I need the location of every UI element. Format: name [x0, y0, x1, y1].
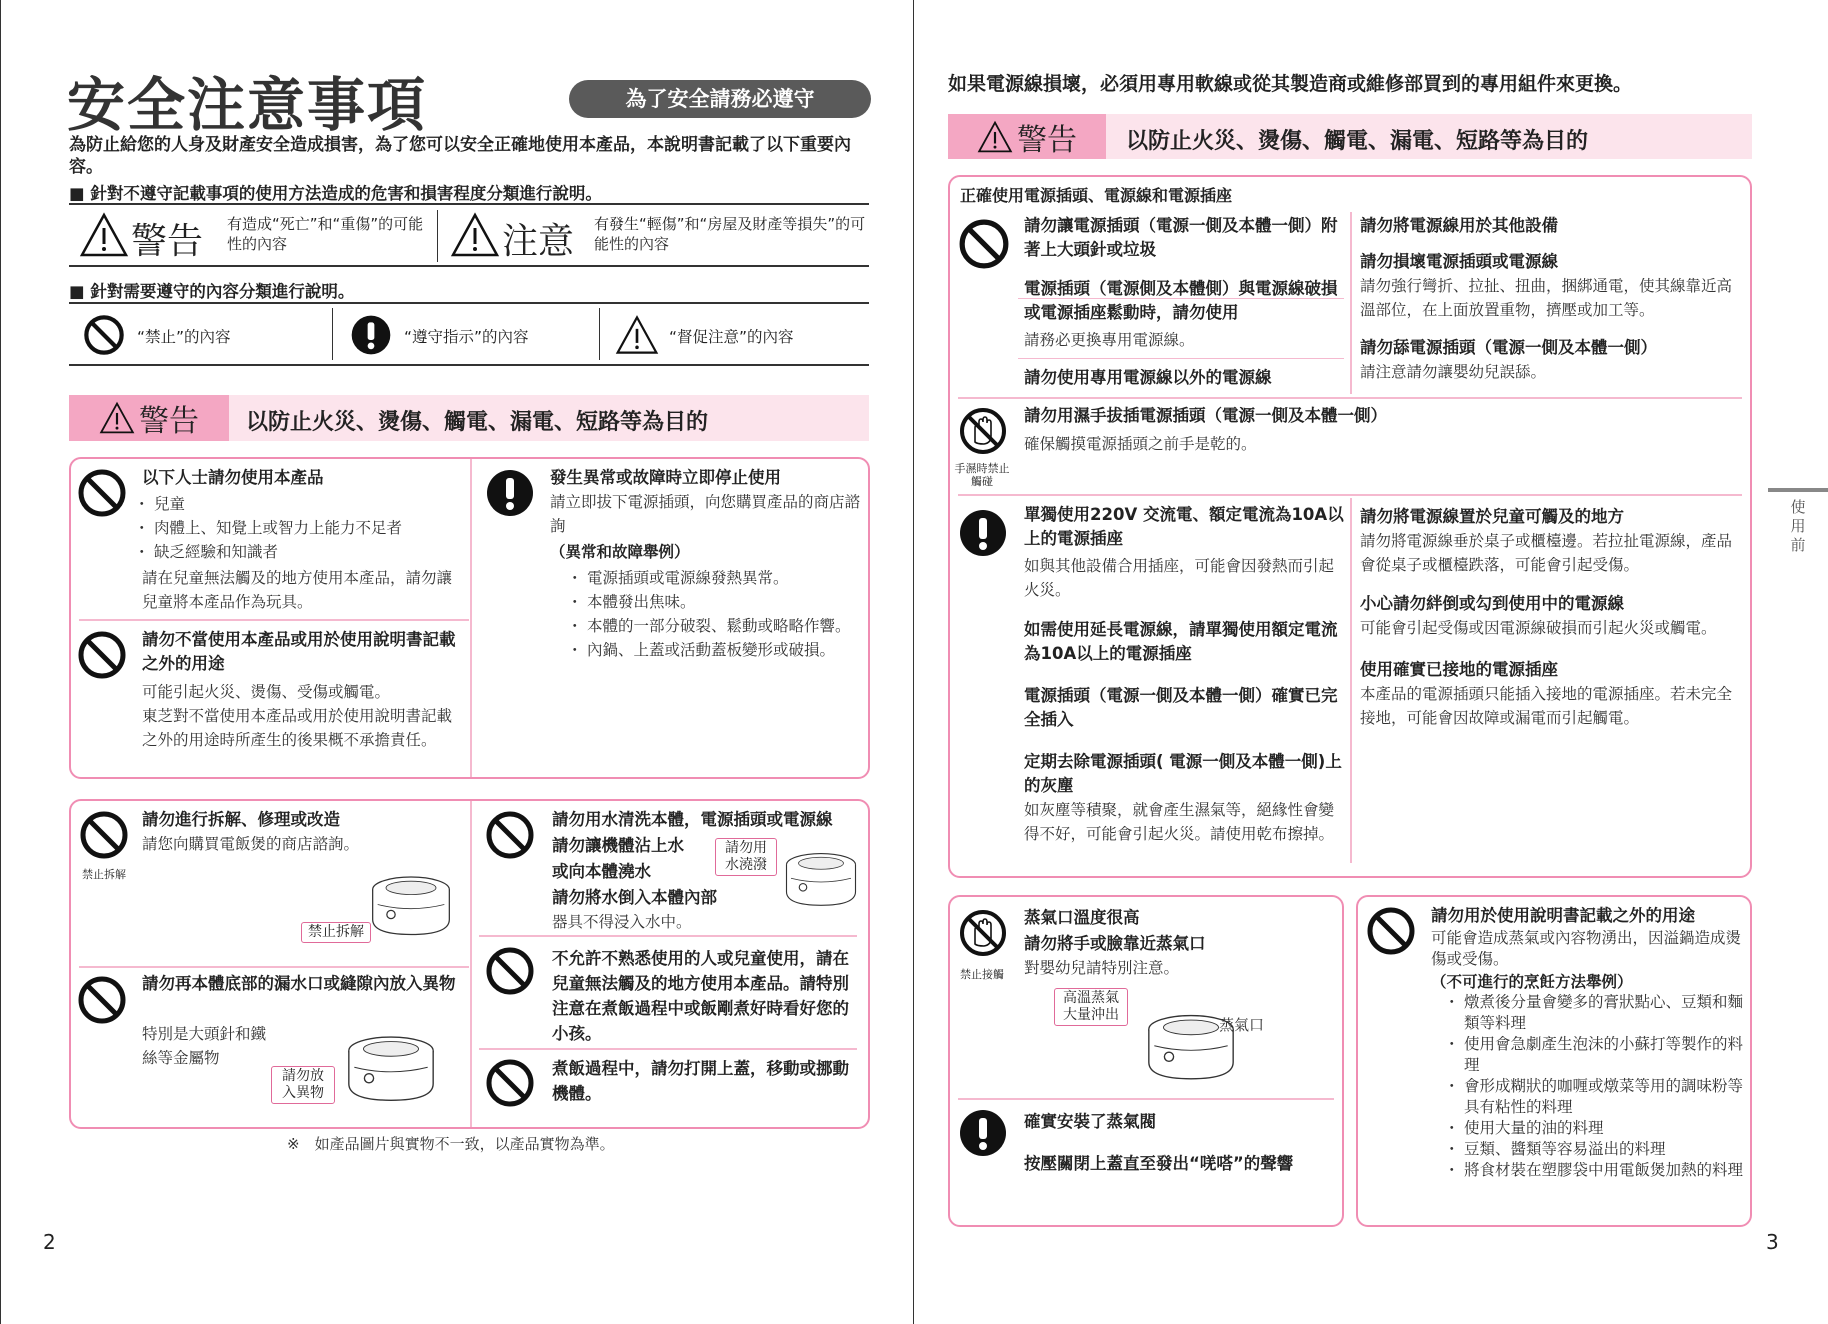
footnote: ※ 如產品圖片與實物不一致，以產品實物為準。 [287, 1135, 615, 1153]
no-wet-hands-icon [958, 406, 1008, 456]
b2-text-2: 東芝對不當使用本產品或用於使用說明書記載之外的用途時所產生的後果概不承擔責任。 [142, 707, 453, 749]
instruct-icon [958, 508, 1008, 558]
power-cord-note: 如果電源線損壞，必須用專用軟線或從其製造商或維修部買到的專用組件來更換。 [948, 73, 1633, 95]
prohibit-icon [1366, 906, 1416, 956]
c7-list [1444, 992, 1744, 1181]
hot-steam-label: 高溫蒸氣大量沖出 [1054, 988, 1128, 1026]
c1-text-2: 請務必更換專用電源線。 [1024, 331, 1195, 349]
prohibit-icon [77, 468, 127, 518]
c2-heading-3: 請勿舔電源插頭（電源一側及本體一側） [1360, 338, 1657, 357]
c4-heading-3: 電源插頭（電源一側及本體一側）確實已完全插入 [1024, 686, 1338, 729]
c4-text-4: 如灰塵等積聚，就會產生濕氣等，絕緣性會變得不好，可能會引起火災。請使用乾布擦掉。 [1024, 801, 1335, 843]
legend-warning-desc: 有造成“死亡”和“重傷”的可能性的內容 [227, 215, 424, 253]
no-disassemble-caption: 禁止拆解 [82, 868, 126, 881]
section-heading-instructions: ■ 針對需要遵守的內容分類進行說明。 [69, 278, 354, 302]
c7-text: 可能會造成蒸氣或內容物湧出，因溢鍋造成燙傷或受傷。 [1431, 929, 1742, 968]
c4-heading-2: 如需使用延長電源線，請單獨使用額定電流為10A以上的電源插座 [1024, 620, 1338, 663]
legend-attention: “督促注意”的內容 [669, 328, 794, 346]
c7-heading: 請勿用於使用說明書記載之外的用途 [1431, 906, 1695, 925]
b3-sub: （異常和故障舉例） [550, 543, 690, 561]
b5-heading: 請勿再本體底部的漏水口或縫隙內放入異物 [142, 974, 456, 993]
b5-text: 特別是大頭針和鐵絲等金屬物 [142, 1025, 267, 1067]
c7-sub: （不可進行的烹飪方法舉例） [1431, 973, 1633, 991]
warning-triangle-icon [79, 212, 129, 258]
c6-heading-4: 按壓關閉上蓋直至發出“唴嗒”的聲響 [1024, 1154, 1294, 1173]
c4-heading-4: 定期去除電源插頭( 電源一側及本體一側)上的灰塵 [1024, 752, 1342, 795]
attention-triangle-icon [615, 314, 659, 356]
prohibit-icon [77, 630, 127, 680]
no-disassemble-label: 禁止拆解 [301, 922, 371, 943]
warning-triangle-icon [977, 120, 1013, 154]
warning-tag: 警告 [948, 114, 1106, 159]
page-title: 安全注意事項 [67, 71, 428, 139]
list-item: ・ 肉體上、知覺上或智力上能力不足者 [134, 516, 464, 540]
instruct-icon [958, 1108, 1008, 1158]
c2-text-3: 請注意請勿讓嬰幼兒誤舔。 [1360, 363, 1547, 381]
warning-band-title: 以防止火災、燙傷、觸電、漏電、短路等為目的 [246, 410, 709, 435]
warning-band-title: 以防止火災、燙傷、觸電、漏電、短路等為目的 [1126, 129, 1589, 154]
b2-text-1: 可能引起火災、燙傷、受傷或觸電。 [142, 683, 391, 701]
c5-heading-2: 小心請勿絆倒或勾到使用中的電源線 [1360, 594, 1624, 613]
warning-triangle-icon [99, 401, 135, 435]
c1-heading-3: 請勿使用專用電源線以外的電源線 [1024, 368, 1272, 387]
c5-text-1: 請勿將電源線垂於桌子或櫃檯邊。若拉扯電源線，產品會從桌子或櫃檯跌落，可能會引起受傷。 [1360, 532, 1733, 574]
c6-heading-2: 請勿將手或臉靠近蒸氣口 [1024, 934, 1206, 953]
c5-heading-3: 使用確實已接地的電源插座 [1360, 660, 1558, 679]
b6-heading-2: 請勿讓機體沾上水 [552, 836, 684, 855]
b6-heading-4: 請勿將水倒入本體內部 [552, 888, 717, 907]
safety-pill: 為了安全請務必遵守 [569, 80, 871, 118]
power-section-title: 正確使用電源插頭、電源線和電源插座 [960, 186, 1233, 205]
no-foreign-objects-label: 請勿放入異物 [271, 1066, 335, 1104]
side-tab-rule [1768, 488, 1828, 492]
c2-heading-2: 請勿損壞電源插頭或電源線 [1360, 252, 1558, 271]
steam-vent-label: 蒸氣口 [1219, 1016, 1265, 1034]
b4-text: 請您向購買電飯煲的商店諮詢。 [142, 835, 360, 853]
page-number: 3 [1766, 1230, 1779, 1254]
caution-triangle-icon [450, 212, 500, 258]
c2-text-2: 請勿強行彎折、拉扯、扭曲，捆綁通電，使其線靠近高溫部位，在上面放置重物，擠壓或加工等。 [1360, 277, 1733, 319]
rice-cooker-illustration [336, 1022, 446, 1107]
no-water-label: 請勿用水澆潑 [715, 838, 777, 876]
prohibit-icon [485, 1058, 535, 1108]
prohibit-icon [958, 218, 1010, 270]
page-number: 2 [43, 1230, 56, 1254]
legend-instruct: “遵守指示”的內容 [404, 328, 529, 346]
list-item: ・ 電源插頭或電源線發熱異常。 [567, 566, 867, 590]
c6-heading-3: 確實安裝了蒸氣閥 [1024, 1112, 1156, 1131]
b1-text: 請在兒童無法觸及的地方使用本產品，請勿讓兒童將本產品作為玩具。 [142, 569, 453, 611]
right-page [913, 0, 1828, 1324]
no-wet-hands-caption: 手濕時禁止觸碰 [954, 462, 1010, 488]
list-item: ・ 缺乏經驗和知識者 [134, 540, 464, 564]
list-item: ・ 使用大量的油的料理 [1444, 1118, 1744, 1139]
list-item: ・ 內鍋、上蓋或活動蓋板變形或破損。 [567, 638, 867, 662]
rice-cooker-illustration [776, 840, 866, 912]
c4-heading-1: 單獨使用220V 交流電、額定電流為10A以上的電源插座 [1024, 505, 1344, 548]
no-disassemble-icon [79, 810, 129, 860]
c5-heading-1: 請勿將電源線置於兒童可觸及的地方 [1360, 507, 1624, 526]
legend-caution-word: 注意 [502, 221, 575, 262]
c1-heading-2: 電源插頭（電源側及本體側）與電源線破損或電源插座鬆動時，請勿使用 [1024, 279, 1338, 322]
no-touch-icon [958, 908, 1008, 958]
b1-heading: 以下人士請勿使用本產品 [142, 468, 324, 487]
b3-text: 請立即拔下電源插頭，向您購買產品的商店諮詢 [550, 493, 861, 535]
warning-tag: 警告 [69, 395, 229, 441]
list-item: ・ 本體發出焦味。 [567, 590, 867, 614]
list-item: ・ 兒童 [134, 492, 464, 516]
c5-text-3: 本產品的電源插頭只能插入接地的電源插座。若未完全接地，可能會因故障或漏電而引起觸電。 [1360, 685, 1733, 727]
c2-heading-1: 請勿將電源線用於其他設備 [1360, 216, 1558, 235]
list-item: ・ 會形成糊狀的咖喱或燉菜等用的調味粉等具有粘性的料理 [1444, 1076, 1744, 1118]
instruct-icon [485, 468, 535, 518]
no-touch-caption: 禁止接觸 [960, 968, 1004, 981]
b3-list [567, 566, 867, 662]
list-item: ・ 使用會急劇產生泡沫的小蘇打等製作的料理 [1444, 1034, 1744, 1076]
legend-warning-word: 警告 [131, 221, 204, 262]
list-item: ・ 本體的一部分破裂、鬆動或略略作響。 [567, 614, 867, 638]
b4-heading: 請勿進行拆解、修理或改造 [142, 810, 340, 829]
c3-text: 確保觸摸電源插頭之前手是乾的。 [1024, 435, 1257, 453]
c3-heading: 請勿用濕手拔插電源插頭（電源一側及本體一側） [1024, 406, 1387, 425]
legend-caution-desc: 有發生“輕傷”和“房屋及財產等損失”的可能性的內容 [594, 215, 866, 253]
b6-heading-3: 或向本體澆水 [552, 862, 651, 881]
b6-heading-1: 請勿用水清洗本體，電源插頭或電源線 [552, 810, 833, 829]
c4-text-1: 如與其他設備合用插座，可能會因發熱而引起火災。 [1024, 557, 1335, 599]
left-page [0, 0, 913, 1324]
prohibit-icon [77, 975, 127, 1025]
prohibit-icon [485, 946, 535, 996]
b3-heading: 發生異常或故障時立即停止使用 [550, 468, 781, 487]
legend-prohibit: “禁止”的內容 [137, 328, 231, 346]
c6-heading-1: 蒸氣口溫度很高 [1024, 908, 1140, 927]
b2-heading: 請勿不當使用本產品或用於使用說明書記載之外的用途 [142, 630, 456, 673]
c6-text: 對嬰幼兒請特別注意。 [1024, 959, 1180, 977]
side-tab-label: 使用前 [1790, 498, 1806, 554]
rice-cooker-illustration [361, 862, 461, 942]
c5-text-2: 可能會引起受傷或因電源線破損而引起火災或觸電。 [1360, 619, 1717, 637]
prohibit-icon [485, 810, 535, 860]
b6-text: 器具不得浸入水中。 [552, 913, 692, 931]
instruct-icon [350, 314, 392, 356]
list-item: ・ 將食材裝在塑膠袋中用電飯煲加熱的料理 [1444, 1160, 1744, 1181]
c1-heading-1: 請勿讓電源插頭（電源一側及本體一側）附著上大頭針或垃圾 [1024, 216, 1338, 259]
list-item: ・ 燉煮後分量會變多的膏狀點心、豆類和麵類等料理 [1444, 992, 1744, 1034]
list-item: ・ 豆類、醬類等容易溢出的料理 [1444, 1139, 1744, 1160]
b1-list [134, 492, 464, 564]
b7-heading: 不允許不熟悉使用的人或兒童使用，請在兒童無法觸及的地方使用本產品。請特別注意在煮飯過程中或飯剛煮好時看好您的小孩。 [552, 949, 849, 1043]
section-heading-severity: ■ 針對不遵守記載事項的使用方法造成的危害和損害程度分類進行說明。 [69, 180, 602, 204]
intro-text: 為防止給您的人身及財產安全造成損害，為了您可以安全正確地使用本產品，本說明書記載了以下重要內容。 [69, 135, 851, 177]
b8-heading: 煮飯過程中，請勿打開上蓋，移動或挪動機體。 [552, 1059, 849, 1103]
prohibit-icon [83, 314, 125, 356]
